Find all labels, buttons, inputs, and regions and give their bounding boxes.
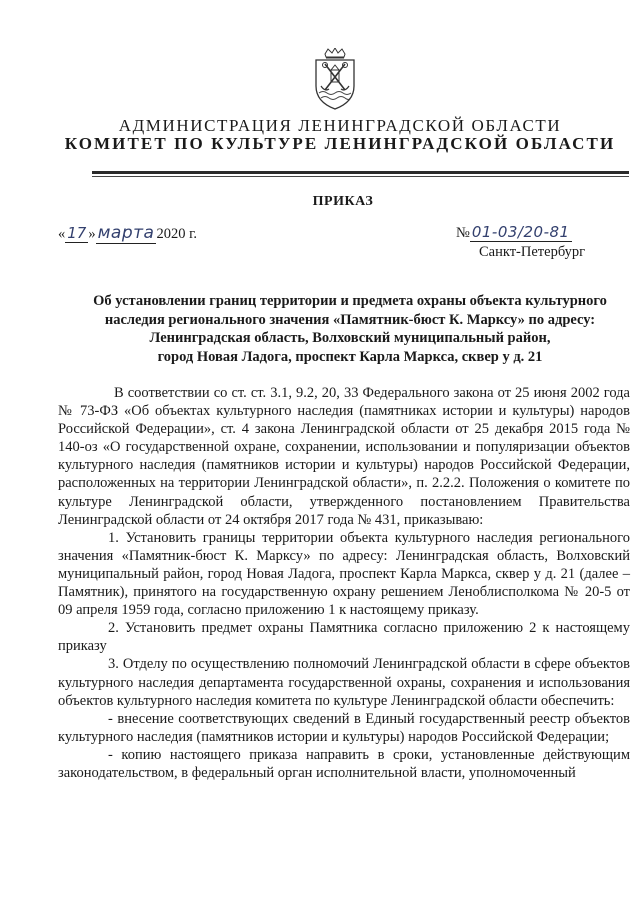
title-line: наследия регионального значения «Памятник-бюст К. Марксу» по адресу: [104,311,596,328]
document-body [58,384,630,782]
preamble-paragraph: В соответствии со ст. ст. 3.1, 9.2, 20, 33 Федерального закона от 25 июня 2002 года № 73-ФЗ «Об объектах культурного наследия (памятниках истории и культуры) народов Российской Федерации», ст. 4 закона Ленинградской области от 25 декабря 2015 года № 140-оз «О государственной охране, сохранении, использовании и популяризации объектов культурного наследия (памятников истории и культуры) народов Российской Федерации, расположенных на территории Ленинградской области», п. 2.2.2. Положения о комитете по культуре Ленинградской области, утвержденного постановлением Правительства Ленинградской области от 24 октября 2017 года № 431, приказываю: [58,385,630,528]
date-open-quote: « [58,226,66,242]
clause-3-subitem: - копию настоящего приказа направить в сроки, установленные действующим законодательством, в федеральный орган исполнительной власти, уполномоченный [58,746,630,781]
order-title: ПРИКАЗ [312,194,374,209]
date-day: 17 [67,224,87,242]
date-close-quote: » [88,226,96,242]
committee-name: КОМИТЕТ ПО КУЛЬТУРЕ ЛЕНИНГРАДСКОЙ ОБЛАСТИ [64,134,616,153]
coat-of-arms-icon [313,48,357,110]
date-year: 2020 г. [156,226,198,242]
title-line: Ленинградская область, Волховский муниципальный район, [149,330,551,346]
clause-1: 1. Установить границы территории объекта культурного наследия регионального значения «Памятник-бюст К. Марксу» по адресу: Ленинградская область, Волховский муниципальный район, город Новая Ладога, проспект Карла Маркса, сквер у д. 21 (далее – Памятник), принятого на государственную охрану решением Леноблисполкома № 20-5 от 09 апреля 1959 года, согласно приложению 1 к настоящему приказу. [58,529,630,619]
order-date [58,223,197,243]
number-value: 01-03/20-81 [471,223,570,241]
header-divider-thin [92,176,629,177]
document-title [70,292,630,366]
clause-2: 2. Установить предмет охраны Памятника согласно приложению 2 к настоящему приказу [58,620,630,655]
title-line: город Новая Ладога, проспект Карла Маркса, сквер у д. 21 [157,348,543,365]
order-number [456,223,572,242]
city-name: Санкт-Петербург [479,244,586,260]
title-line: Об установлении границ территории и предмета охраны объекта культурного [93,293,607,309]
number-sign: № [456,225,470,241]
header-divider-thick [92,171,629,174]
date-month: марта [97,223,155,243]
clause-3: 3. Отделу по осуществлению полномочий Ленинградской области в сфере объектов культурного наследия департамента государственной охраны, сохранения и использования объектов культурного наследия комитета по культуре Ленинградской области обеспечить: [58,656,630,709]
clause-3-subitem: - внесение соответствующих сведений в Единый государственный реестр объектов культурного наследия (памятников истории и культуры) народов Российской Федерации; [58,710,630,745]
organization-name: АДМИНИСТРАЦИЯ ЛЕНИНГРАДСКОЙ ОБЛАСТИ [118,116,562,135]
